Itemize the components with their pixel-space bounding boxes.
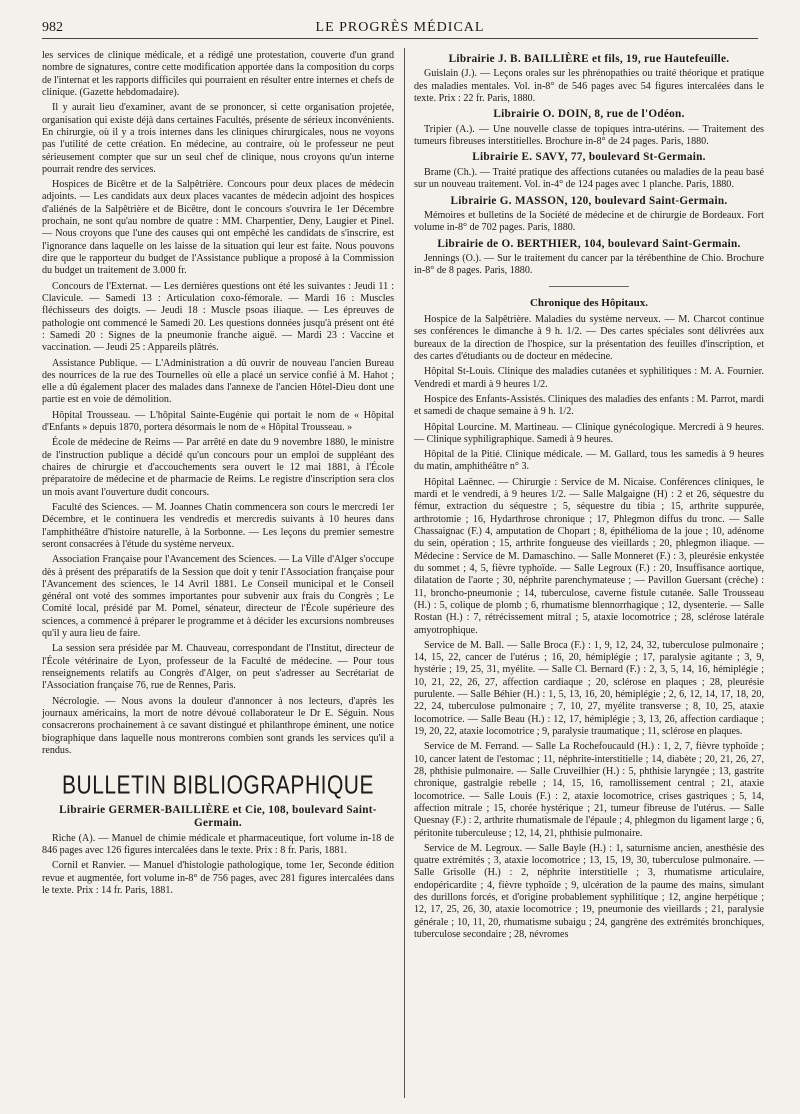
bulletin-title: BULLETIN BIBLIOGRAPHIQUE — [62, 771, 374, 800]
chronique-paragraph: Service de M. Ball. — Salle Broca (F.) : 1, 9, 12, 24, 32, tuberculose pulmonaire ; 14, 15, 22, cancer de l'utérus ; 16, 20, hémiplégie ; 17, paralysie agitante ; 3, 9, hystérie ; 19, 25, 31, myélite. — Salle Cl. Bernard (F.) : 2, 3, 5, 14, 16, hémiplégie ; 10, 21, 22, 26, 27, affection cardiaque ; 20, sclérose en plaques ; 28, pleurésie purulente. — Salle Béhier (H.) : 1, 5, 13, 16, 20, hémiplégie ; 2, 6, 12, 14, 17, 18, 20, 22, 24, tuberculose pulmonaire ; 7, 10, 27, myélite transverse ; 8, 10, 25, ataxie locomotrice. — Salle Beau (H.) : 12, 17, hémiplégie ; 3, 13, 26, affection cardiaque ; 19, 20, 22, ataxie locomotrice ; 9, paralysie traumatique ; 11, sclérose en plaques. — [414, 639, 764, 738]
news-paragraph: Hôpital Trousseau. — L'hôpital Sainte-Eugénie qui portait le nom de « Hôpital d'Enfants » depuis 1870, portera désormais le nom de « Hôpital Trousseau. » — [42, 409, 394, 434]
publisher-heading: Librairie GERMER-BAILLIÈRE et Cie, 108, boulevard Saint-Germain. — [59, 803, 377, 830]
running-header — [42, 18, 758, 39]
news-paragraph: Faculté des Sciences. — M. Joannes Chatin commencera son cours le mercredi 1er Décembre, et le continuera les vendredis et mercredis suivants à 10 heures dans l'amphithéâtre d'histoire naturelle, à la Sorbonne. — Les leçons du premier semestre seront consacrées à l'étude du système nerveux. — [42, 501, 394, 550]
journal-title: LE PROGRÈS MÉDICAL — [315, 20, 485, 35]
chronique-paragraph: Service de M. Ferrand. — Salle La Rochefoucauld (H.) : 1, 2, 7, fièvre typhoïde ; 10, cancer latent de l'estomac ; 11, néphrite-interstitielle ; 14, diabète ; 20, 21, 26, 27, 28, phthisie pulmonaire. — Salle Cruveilhier (H.) : 5, phthisie laryngée ; 13, gastrite chronique, gastralgie rebelle ; 14, 15, 16, ramollissement central ; 21, ataxie locomotrice. — Salle Louis (F.) : 2, ataxie locomotrice, crises gastriques ; 5, 14, affection mitrale ; 15, chorée hystérique ; 21, tumeur fibreuse de l'utérus. — Salle Quesnay (F.) : 2, arthrite rhumatismale de l'épaule ; 4, phlegmon du ligament large ; 6, péritonite tuberculeuse ; 12, 14, 21, phthisie pulmonaire. — [414, 741, 764, 839]
publisher-heading: Librairie G. MASSON, 120, boulevard Saint-Germain. — [450, 194, 728, 207]
news-paragraph: Assistance Publique. — L'Administration a dû ouvrir de nouveau l'ancien Bureau des nourrices de la rue des Tournelles où elle a placé un service confié à M. Hahot ; elle a dû également placer des malades dans l'annexe de l'ancien Hôtel-Dieu dont une partie est en voie de démolition. — [42, 357, 394, 406]
news-paragraph: Concours de l'Externat. — Les dernières questions ont été les suivantes : Jeudi 11 : Clavicule. — Samedi 13 : Articulation coxo-fémorale. — Mardi 16 : Muscles fléchisseurs des doigts. — Jeudi 18 : Muscle psoas iliaque. — Les épreuves de pathologie ont commencé le Samedi 20. Les questions données jusqu'à présent ont été : Samedi 20 : Signes de la pneumonie franche aiguë. — Mardi 23 : Vaccine et vaccination. — Jeudi 25 : Appareils plâtrés. — [42, 280, 394, 354]
section-rule — [549, 286, 629, 287]
right-column — [414, 50, 764, 944]
bibliography-entry: Guislain (J.). — Leçons orales sur les phrénopathies ou traité théorique et pratique des maladies mentales. Vol. in-8° de 546 pages avec 54 figures intercalées dans le texte. Prix : 22 fr. Paris, 1880. — [414, 68, 764, 105]
bibliography-entry: Tripier (A.). — Une nouvelle classe de topiques intra-utérins. — Traitement des tumeurs fibreuses interstitielles. Brochure in-8° de 24 pages. Paris, 1880. — [414, 123, 764, 148]
chronique-paragraph: Hospice de la Salpêtrière. Maladies du système nerveux. — M. Charcot continue ses conférences le dimanche à 9 h. 1/2. — Des cartes spéciales sont délivrées aux bureaux de la direction de l'hospice, sur la présentation des feuilles d'inscription, et des cartes d'étudiants ou de docteur en médecine. — [414, 314, 764, 362]
news-paragraph: Association Française pour l'Avancement des Sciences. — La Ville d'Alger s'occupe dès à présent des préparatifs de la Session que doit y tenir l'Association française pour l'Avancement des sciences, le 14 Avril 1881. Le Conseil municipal et le Conseil général ont voté des sommes importantes pour subvenir aux frais du Congrès ; Le Comité local, présidé par M. Pomel, sénateur, directeur de l'École supérieure des sciences, a commencé à préparer le programme et à décider les excursions nombreuses qu'il y aura lieu de faire. — [42, 554, 394, 640]
publisher-heading: Librairie J. B. BAILLIÈRE et fils, 19, rue Hautefeuille. — [448, 53, 730, 65]
bibliography-entry: Brame (Ch.). — Traité pratique des affections cutanées ou maladies de la peau basé sur un nouveau traitement. Vol. in-4° de 124 pages avec 1 planche. Paris, 1880. — [414, 166, 764, 191]
column-divider — [404, 48, 405, 1098]
page-number: 982 — [42, 20, 63, 35]
news-paragraph: Nécrologie. — Nous avons la douleur d'annoncer à nos lecteurs, d'après les journaux américains, la mort de notre dévoué collaborateur le Dr E. Séguin. Nous consacrerons prochainement à ce savant distingué et philanthrope éminent, une notice biographique dans laquelle nous montrerons combien sont grands les services qu'il a rendus. — [42, 695, 394, 756]
bibliography-entry: Mémoires et bulletins de la Société de médecine et de chirurgie de Bordeaux. Fort volume in-8° de 702 pages. Paris, 1880. — [414, 209, 764, 234]
chronique-paragraph: Hôpital St-Louis. Clinique des maladies cutanées et syphilitiques : M. A. Fournier. Vendredi et mardi à 9 heures 1/2. — [414, 366, 764, 390]
chronique-paragraph: Service de M. Legroux. — Salle Bayle (H.) : 1, saturnisme ancien, anesthésie des quatre extrémités ; 3, ataxie locomotrice ; 13, 15, 19, 30, tuberculose pulmonaire. — Salle Grisolle (H.) : 2, néphrite interstitielle ; 3, rhumatisme articulaire, endopéricardite ; 4, fièvre typhoïde ; 9, ulcération de la paume des mains, simulant des durillons forcés, et d'origine probablement syphilitique ; 12, angine herpétique ; 12, 17, 25, 26, 30, ataxie locomotrice ; 19, pneumonie des vieillards ; 21, paralysie générale ; 10, 11, 20, rhumatisme subaigu ; 24, gangrène des extrémités bronchiques, tuberculose secondaire ; 28, névromes — [414, 842, 764, 941]
left-column — [42, 50, 394, 900]
chronique-paragraph: Hospice des Enfants-Assistés. Cliniques des maladies des enfants : M. Parrot, mardi et samedi de chaque semaine à 9 h. 1/2. — [414, 393, 764, 418]
publisher-heading: Librairie de O. BERTHIER, 104, boulevard Saint-Germain. — [437, 237, 741, 250]
chronique-heading: Chronique des Hôpitaux. — [529, 296, 649, 309]
news-paragraph: La session sera présidée par M. Chauveau, correspondant de l'Institut, directeur de l'École vétérinaire de Lyon, professeur de la Faculté de médecine. — Pour tous renseignements relatifs au Congrès d'Alger, on peut s'adresser au Secrétariat de l'Association française 76, rue de Rennes, Paris. — [42, 643, 394, 692]
bibliography-entry: Cornil et Ranvier. — Manuel d'histologie pathologique, tome 1er, Seconde édition revue et augmentée, fort volume in-8° de 756 pages, avec 281 figures intercalées dans le texte. Prix : 14 fr. Paris, 1881. — [42, 860, 394, 896]
chronique-paragraph: Hôpital de la Pitié. Clinique médicale. — M. Gallard, tous les samedis à 9 heures du matin, amphithéâtre n° 3. — [414, 449, 764, 473]
chronique-paragraph: Hôpital Lourcine. M. Martineau. — Clinique gynécologique. Mercredi à 9 heures. — Clinique syphiligraphique. Samedi à 9 heures. — [414, 421, 764, 445]
publisher-heading: Librairie O. DOIN, 8, rue de l'Odéon. — [493, 108, 685, 121]
bibliography-entry: Jennings (O.). — Sur le traitement du cancer par la térébenthine de Chio. Brochure in-8° de 8 pages. Paris, 1880. — [414, 253, 764, 277]
publisher-heading: Librairie E. SAVY, 77, boulevard St-Germain. — [472, 151, 706, 164]
chronique-paragraph: Hôpital Laënnec. — Chirurgie : Service de M. Nicaise. Conférences cliniques, le mardi et le vendredi, à 9 heures 1/2. — Salle Malgaigne (H) : 2 et 26, séquestre du fémur, extraction du séquestre ; 5, séquestre du tibia ; 15, arthrite suppurée, arthrotomie ; 16, Hydarthrose chronique ; 17, Phlegmon diffus du tronc. — Salle Chassaignac (F.) 4, amputation de Chopart ; 8, épithélioma de la joue ; 10, adénome du sein, opération ; 15, arthrite fongueuse des vieillards ; 20, phlegmon iliaque. — Médecine : Service de M. Damaschino. — Salle Monneret (F.) : 3, pleurésie enkystée du sommet ; 4, 5, fièvre typhoïde. — Salle Legroux (F.) : 20, Insuffisance aortique, dilatation de l'aorte ; 30, néphrite parenchymateuse ; — Pavillon Guersant (crèche) : 11, broncho-pneumonie ; 14, tuberculose, caverne fistule cutanée. Salle Trousseau (H.) : 5, colique de plomb ; 6, rhumatisme blennorrhagique ; 12, dysenterie. — Salle Rostan (H.) : 7, rétrécissement mitral ; 5, ataxie locomotrice ; 28, sclérose latérale amyotrophique. — [414, 476, 764, 636]
news-paragraph: Il y aurait lieu d'examiner, avant de se prononcer, si cette organisation projetée, organisation qui existe déjà dans certaines Facultés, présente de sérieux inconvénients. En chirurgie, où il y a trois internes dans les cliniques chirurgicales, nous ne voyons pas l'utilité de cette création. En médecine, au contraire, où le professeur ne peut sérieusement compter que sur un seul chef de clinique, nous croyons qu'un interne pourrait rendre des services. — [42, 102, 394, 175]
news-paragraph: École de médecine de Reims — Par arrêté en date du 9 novembre 1880, le ministre de l'instruction publique a décidé qu'un concours pour un emploi de suppléant des chaires de chirurgie et d'accouchements sera ouvert le 12 mai 1881, à l'École préparatoire de médecine et de pharmacie de Reims. Le registre d'inscription sera clos un mois avant l'ouverture dudit concours. — [42, 437, 394, 498]
news-paragraph: Hospices de Bicêtre et de la Salpêtrière. Concours pour deux places de médecin adjoints. — Les candidats aux deux places vacantes de médecin adjoint des hospices d'aliénés de la Salpêtrière et de Bicêtre, dont le concours s'ouvrira le 1er Décembre prochain, ne sont qu'au nombre de quatre : MM. Charpentier, Deny, Laugier et Pinel. — Nous croyons que l'une des causes qui ont empêché les candidats de s'inscrire, est l'ignorance dans laquelle on les laisse de la situation qui leur est faite. Nous pouvons dire que le rapporteur du budget de l'Assistance publique a proposé à la Commission du budget un traitement de 3.000 fr. — [42, 179, 394, 277]
news-paragraph: les services de clinique médicale, et a rédigé une protestation, couverte d'un grand nombre de signatures, contre cette modification apportée dans la composition du corps de l'internat et les rapports difficiles qui pourraient en résulter entre internes et chefs de clinique. (Gazette hebdomadaire). — [42, 50, 394, 98]
bibliography-entry: Riche (A). — Manuel de chimie médicale et pharmaceutique, fort volume in-18 de 846 pages avec 126 figures intercalées dans le texte. Prix : 8 fr. Paris, 1881. — [42, 832, 394, 856]
